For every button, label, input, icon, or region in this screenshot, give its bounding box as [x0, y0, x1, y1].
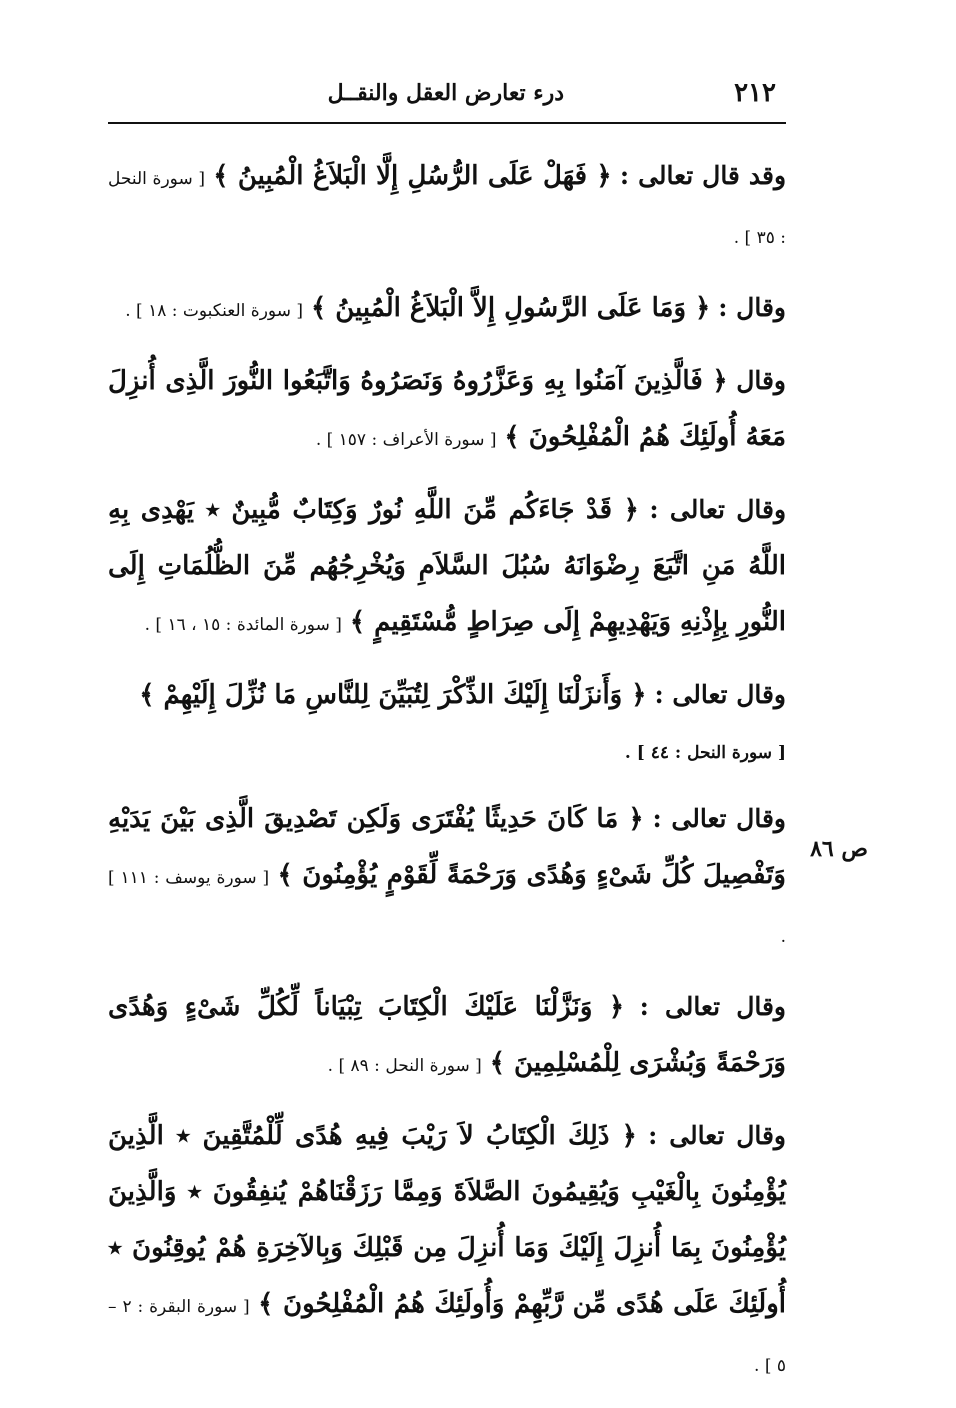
surah-reference: [ سورة المائدة : ١٥ ، ١٦ ] .: [144, 615, 342, 635]
quote-paragraph-6: [108, 791, 786, 965]
running-title: درء تعارض العقل والنقــل: [327, 80, 564, 106]
quran-verse: ﴿ مَا كَانَ حَدِيثًا يُفْتَرَى وَلَكِن تَصْدِيقَ الَّذِى بَيْنَ يَدَيْهِ وَتَفْصِيلَ كُلِّ شَىْءٍ وَهُدًى وَرَحْمَةً لِّقَوْمٍ يُؤْمِنُونَ ﴾: [108, 804, 786, 890]
page-header: [108, 70, 786, 124]
quote-paragraph-7: [108, 979, 786, 1094]
quote-intro: وقال تعالى :: [649, 495, 787, 524]
quran-verse: ﴿ فَهَلْ عَلَى الرُّسُلِ إِلَّا الْبَلاَغُ الْمُبِينُ ﴾: [213, 161, 612, 191]
quote-intro: وقال تعالى :: [652, 804, 786, 833]
page-number: ٢١٢: [734, 78, 776, 108]
quran-verse: ﴿ وَمَا عَلَى الرَّسُولِ إِلاَّ الْبَلاَغُ الْمُبِينُ ﴾: [310, 293, 711, 323]
surah-reference: [ سورة يوسف : ١١١ ] .: [108, 868, 786, 947]
quote-intro: وقال تعالى :: [639, 992, 786, 1021]
quran-verse: ﴿ قَدْ جَاءَكُم مِّنَ اللَّهِ نُورٌ وَكِتَابٌ مُّبِينٌ ٭ يَهْدِى بِهِ اللَّهُ مَنِ اتَّبَعَ رِضْوَانَهُ سُبُلَ السَّلاَمِ وَيُخْرِجُهُم مِّنَ الظُّلُمَاتِ إِلَى النُّورِ بِإِذْنِهِ وَيَهْدِيهِمْ إِلَى صِرَاطٍ مُّسْتَقِيمٍ ﴾: [108, 495, 786, 637]
quote-intro: وقال تعالى :: [648, 1121, 787, 1150]
quote-intro: وقال: [736, 366, 786, 395]
quote-paragraph-5: [108, 667, 786, 723]
surah-reference: [ سورة النحل : ٣٥ ] .: [108, 169, 786, 248]
quran-verse: ﴿ فَالَّذِينَ آمَنُوا بِهِ وَعَزَّرُوهُ وَنَصَرُوهُ وَاتَّبَعُوا النُّورَ الَّذِى أُنزِلَ مَعَهُ أُولَئِكَ هُمُ الْمُفْلِحُونَ ﴾: [108, 366, 786, 452]
quote-intro: وقد قال تعالى :: [619, 161, 787, 190]
surah-reference: [ سورة النحل : ٤٤ ] .: [624, 743, 786, 763]
quote-paragraph-4: [108, 482, 786, 653]
surah-reference: [ سورة النحل : ٨٩ ] .: [327, 1056, 482, 1076]
quran-verse: ﴿ وَنَزَّلْنَا عَلَيْكَ الْكِتَابَ تِبْيَاناً لِّكُلِّ شَىْءٍ وَهُدًى وَرَحْمَةً وَبُشْرَى لِلْمُسْلِمِينَ ﴾: [108, 992, 786, 1078]
quran-verse: ﴿ وَأَنزَلْنَا إِلَيْكَ الذِّكْرَ لِتُبَيِّنَ لِلنَّاسِ مَا نُزِّلَ إِلَيْهِمْ ﴾: [139, 680, 647, 710]
page-body: [108, 148, 786, 1408]
surah-reference: [ سورة البقرة : ٢ – ٥ ] .: [108, 1297, 786, 1376]
quote-paragraph-2: [108, 280, 786, 339]
margin-page-reference: ص ٨٦: [810, 836, 868, 862]
quran-verse: ﴿ ذَلِكَ الْكِتَابُ لاَ رَيْبَ فِيهِ هُدًى لِّلْمُتَّقِينَ ٭ الَّذِينَ يُؤْمِنُونَ بِالْغَيْبِ وَيُقِيمُونَ الصَّلاَةَ وَمِمَّا رَزَقْنَاهُمْ يُنفِقُونَ ٭ وَالَّذِينَ يُؤْمِنُونَ بِمَا أُنزِلَ إِلَيْكَ وَمَا أُنزِلَ مِن قَبْلِكَ وَبِالآخِرَةِ هُمْ يُوقِنُونَ ٭ أُولَئِكَ عَلَى هُدًى مِّن رَّبِّهِمْ وَأُولَئِكَ هُمُ الْمُفْلِحُونَ ﴾: [108, 1121, 787, 1319]
quote-paragraph-1: [108, 148, 786, 266]
quote-paragraph-8: [108, 1108, 786, 1394]
surah-reference: [ سورة العنكبوت : ١٨ ] .: [125, 301, 303, 321]
quote-paragraph-3: [108, 353, 786, 468]
surah-reference: [ سورة الأعراف : ١٥٧ ] .: [315, 430, 497, 450]
quote-intro: وقال تعالى :: [654, 680, 786, 709]
quote-intro: وقال :: [718, 293, 786, 322]
